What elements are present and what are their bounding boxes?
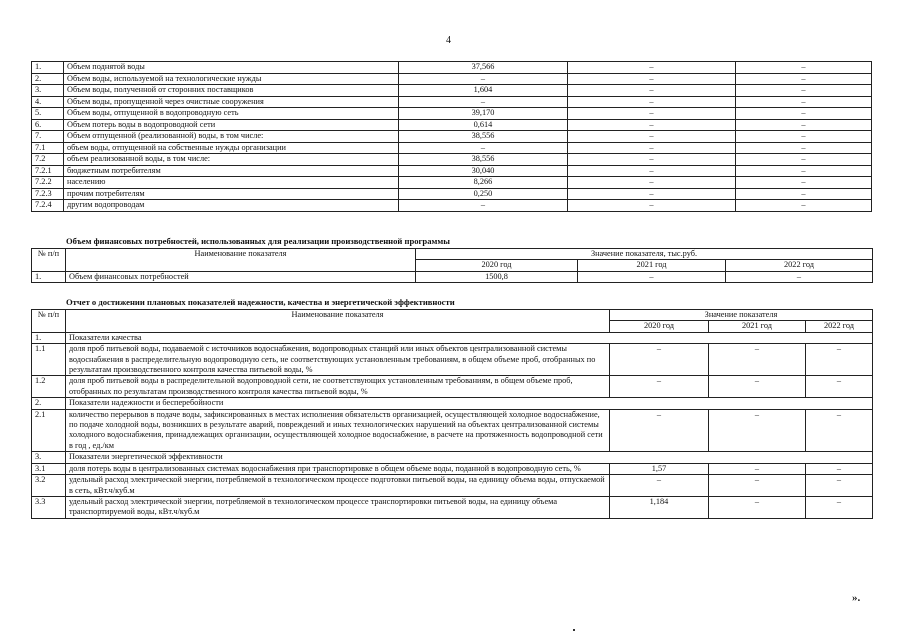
row-name: Объем воды, отпущенной в водопроводную сеть [64,108,399,120]
row-num: 5. [32,108,64,120]
row-name: другим водопроводам [64,200,399,212]
row-value-2020: 1,57 [610,463,709,474]
row-num: 1. [32,332,66,343]
row-num: 1. [32,271,66,282]
indicators-report-title: Отчет о достижении плановых показателей надежности, качества и энергетической эффективности [66,297,455,307]
group-row [32,452,873,463]
row-value-2020: 0,250 [399,188,568,200]
row-value-2022: – [736,154,872,166]
row-name: Объем поднятой воды [64,62,399,74]
row-num: 1. [32,62,64,74]
row-value-2020: – [610,344,709,376]
row-num: 3. [32,452,66,463]
page-number: 4 [446,35,451,46]
row-name: населению [64,177,399,189]
row-value-2022: – [806,409,873,452]
row-num: 3.3 [32,496,66,518]
row-value-2020: 0,614 [399,119,568,131]
row-name: Объем воды, пропущенной через очистные сооружения [64,96,399,108]
row-name: доля проб питьевой воды, подаваемой с источников водоснабжения, водопроводных станций или иных объектов централизованной системы водоснабжения в распределительную водопроводную сеть, не соответствующих установленным требованиям, в общем объеме проб, отобранных по результатам производственного контроля качества питьевой воды, % [66,344,610,376]
row-value-2022: – [736,96,872,108]
row-value-2021: – [568,108,736,120]
group-row [32,398,873,409]
row-value-2020: 38,556 [399,131,568,143]
table-row [32,376,873,398]
row-num: 7.2.3 [32,188,64,200]
row-value-2021: – [709,463,806,474]
row-value-2020: 1,184 [610,496,709,518]
row-value-2021: – [709,409,806,452]
header-num: № п/п [32,249,66,272]
closing-quote: ». [852,592,861,604]
row-num: 6. [32,119,64,131]
row-value-2021: – [568,119,736,131]
row-value-2021: – [568,188,736,200]
row-name: Объем воды, используемой на технологические нужды [64,73,399,85]
header-num: № п/п [32,310,66,333]
table-row [32,73,872,85]
table-row [32,200,872,212]
row-name: Объем финансовых потребностей [66,271,416,282]
row-value-2022: – [736,165,872,177]
row-name: объем воды, отпущенной на собственные нужды организации [64,142,399,154]
row-group-name: Показатели качества [66,332,873,343]
row-group-name: Показатели энергетической эффективности [66,452,873,463]
row-value-2022: – [736,73,872,85]
row-value-2022: – [806,463,873,474]
indicators-table [31,309,873,519]
header-year-2020: 2020 год [610,321,709,332]
row-value-2022: – [736,200,872,212]
table-row [32,188,872,200]
header-year-2021: 2021 год [709,321,806,332]
water-volume-table [31,61,872,212]
row-value-2022: – [806,344,873,376]
table-row [32,119,872,131]
row-name: количество перерывов в подаче воды, зафиксированных в местах исполнения обязательств организацией, осуществляющей холодное водоснабжение, по подаче холодной воды, возникших в результате аварий, повреждений и иных технологических нарушений на объектах централизованной системы холодного водоснабжения, принадлежащих организации, осуществляющей холодное водоснабжение, в расчете на протяженность водопроводной сети в год , ед./км [66,409,610,452]
header-year-2020: 2020 год [416,260,578,271]
table-row [32,409,873,452]
row-value-2020: – [399,200,568,212]
header-value: Значение показателя [610,310,873,321]
row-value-2022: – [806,475,873,497]
row-num: 3.2 [32,475,66,497]
header-year-2021: 2021 год [578,260,726,271]
header-name: Наименование показателя [66,310,610,333]
row-value-2020: 39,170 [399,108,568,120]
row-value-2020: – [399,142,568,154]
financial-needs-title: Объем финансовых потребностей, использованных для реализации производственной программы [66,236,450,246]
row-value-2021: – [709,376,806,398]
row-name: доля потерь воды в централизованных системах водоснабжения при транспортировке в общем объеме воды, поданной в водопроводную сеть, % [66,463,610,474]
row-value-2020: – [610,376,709,398]
row-value-2022: – [806,496,873,518]
row-num: 7.2 [32,154,64,166]
row-value-2021: – [568,85,736,97]
row-name: удельный расход электрической энергии, потребляемой в технологическом процессе транспортировки питьевой воды, на единицу объема транспортируемой воды, кВт.ч/куб.м [66,496,610,518]
row-value-2021: – [568,165,736,177]
table-row [32,96,872,108]
row-value-2021: – [568,73,736,85]
table-row [32,165,872,177]
row-value-2021: – [568,154,736,166]
table-row [32,271,873,282]
row-value-2020: 38,556 [399,154,568,166]
row-value-2021: – [568,131,736,143]
row-value-2022: – [736,131,872,143]
row-num: 1.2 [32,376,66,398]
row-value-2022: – [736,85,872,97]
row-num: 7.2.4 [32,200,64,212]
row-value-2022: – [736,108,872,120]
row-value-2020: – [610,475,709,497]
row-value-2020: – [399,73,568,85]
row-num: 7.2.2 [32,177,64,189]
row-value-2020: 30,040 [399,165,568,177]
financial-needs-table [31,248,873,283]
row-value-2020: – [610,409,709,452]
row-value-2021: – [709,344,806,376]
row-value-2022: – [736,119,872,131]
page-dot [573,629,575,631]
row-value-2022: – [806,376,873,398]
row-num: 2. [32,398,66,409]
group-row [32,332,873,343]
table-row [32,108,872,120]
row-value-2020: 1,604 [399,85,568,97]
row-num: 7. [32,131,64,143]
header-value: Значение показателя, тыс.руб. [416,249,873,260]
row-name: прочим потребителям [64,188,399,200]
table-row [32,131,872,143]
row-value-2022: – [736,177,872,189]
row-value-2021: – [709,475,806,497]
row-value-2021: – [568,200,736,212]
row-value-2021: – [568,177,736,189]
row-name: Объем потерь воды в водопроводной сети [64,119,399,131]
row-num: 1.1 [32,344,66,376]
row-value-2022: – [736,62,872,74]
row-num: 2. [32,73,64,85]
row-name: объем реализованной воды, в том числе: [64,154,399,166]
header-year-2022: 2022 год [726,260,873,271]
row-num: 7.1 [32,142,64,154]
table-row [32,463,873,474]
row-value-2021: – [568,142,736,154]
header-year-2022: 2022 год [806,321,873,332]
row-value-2021: – [568,96,736,108]
table-row [32,177,872,189]
table-row [32,475,873,497]
row-value-2020: 37,566 [399,62,568,74]
table-row [32,62,872,74]
row-value-2021: – [709,496,806,518]
table-row [32,496,873,518]
row-value-2022: – [736,188,872,200]
row-num: 3.1 [32,463,66,474]
row-value-2022: – [736,142,872,154]
row-name: бюджетным потребителям [64,165,399,177]
row-value-2020: 8,266 [399,177,568,189]
row-name: Объем воды, полученной от сторонних поставщиков [64,85,399,97]
row-value-2021: – [568,62,736,74]
row-value-2020: – [399,96,568,108]
table-row [32,142,872,154]
table-row [32,154,872,166]
row-name: удельный расход электрической энергии, потребляемой в технологическом процессе подготовки питьевой воды, на единицу объема воды, отпускаемой в сеть, кВт.ч/куб.м [66,475,610,497]
row-num: 4. [32,96,64,108]
row-group-name: Показатели надежности и бесперебойности [66,398,873,409]
row-name: доля проб питьевой воды в распределительной водопроводной сети, не соответствующих установленным требованиям, в общем объеме проб, отобранных по результатам производственного контроля качества питьевой воды, % [66,376,610,398]
header-name: Наименование показателя [66,249,416,272]
row-value-2021: – [578,271,726,282]
table-row [32,344,873,376]
row-num: 7.2.1 [32,165,64,177]
row-name: Объем отпущенной (реализованной) воды, в том числе: [64,131,399,143]
table-row [32,85,872,97]
row-value-2020: 1500,8 [416,271,578,282]
row-num: 3. [32,85,64,97]
row-value-2022: – [726,271,873,282]
row-num: 2.1 [32,409,66,452]
